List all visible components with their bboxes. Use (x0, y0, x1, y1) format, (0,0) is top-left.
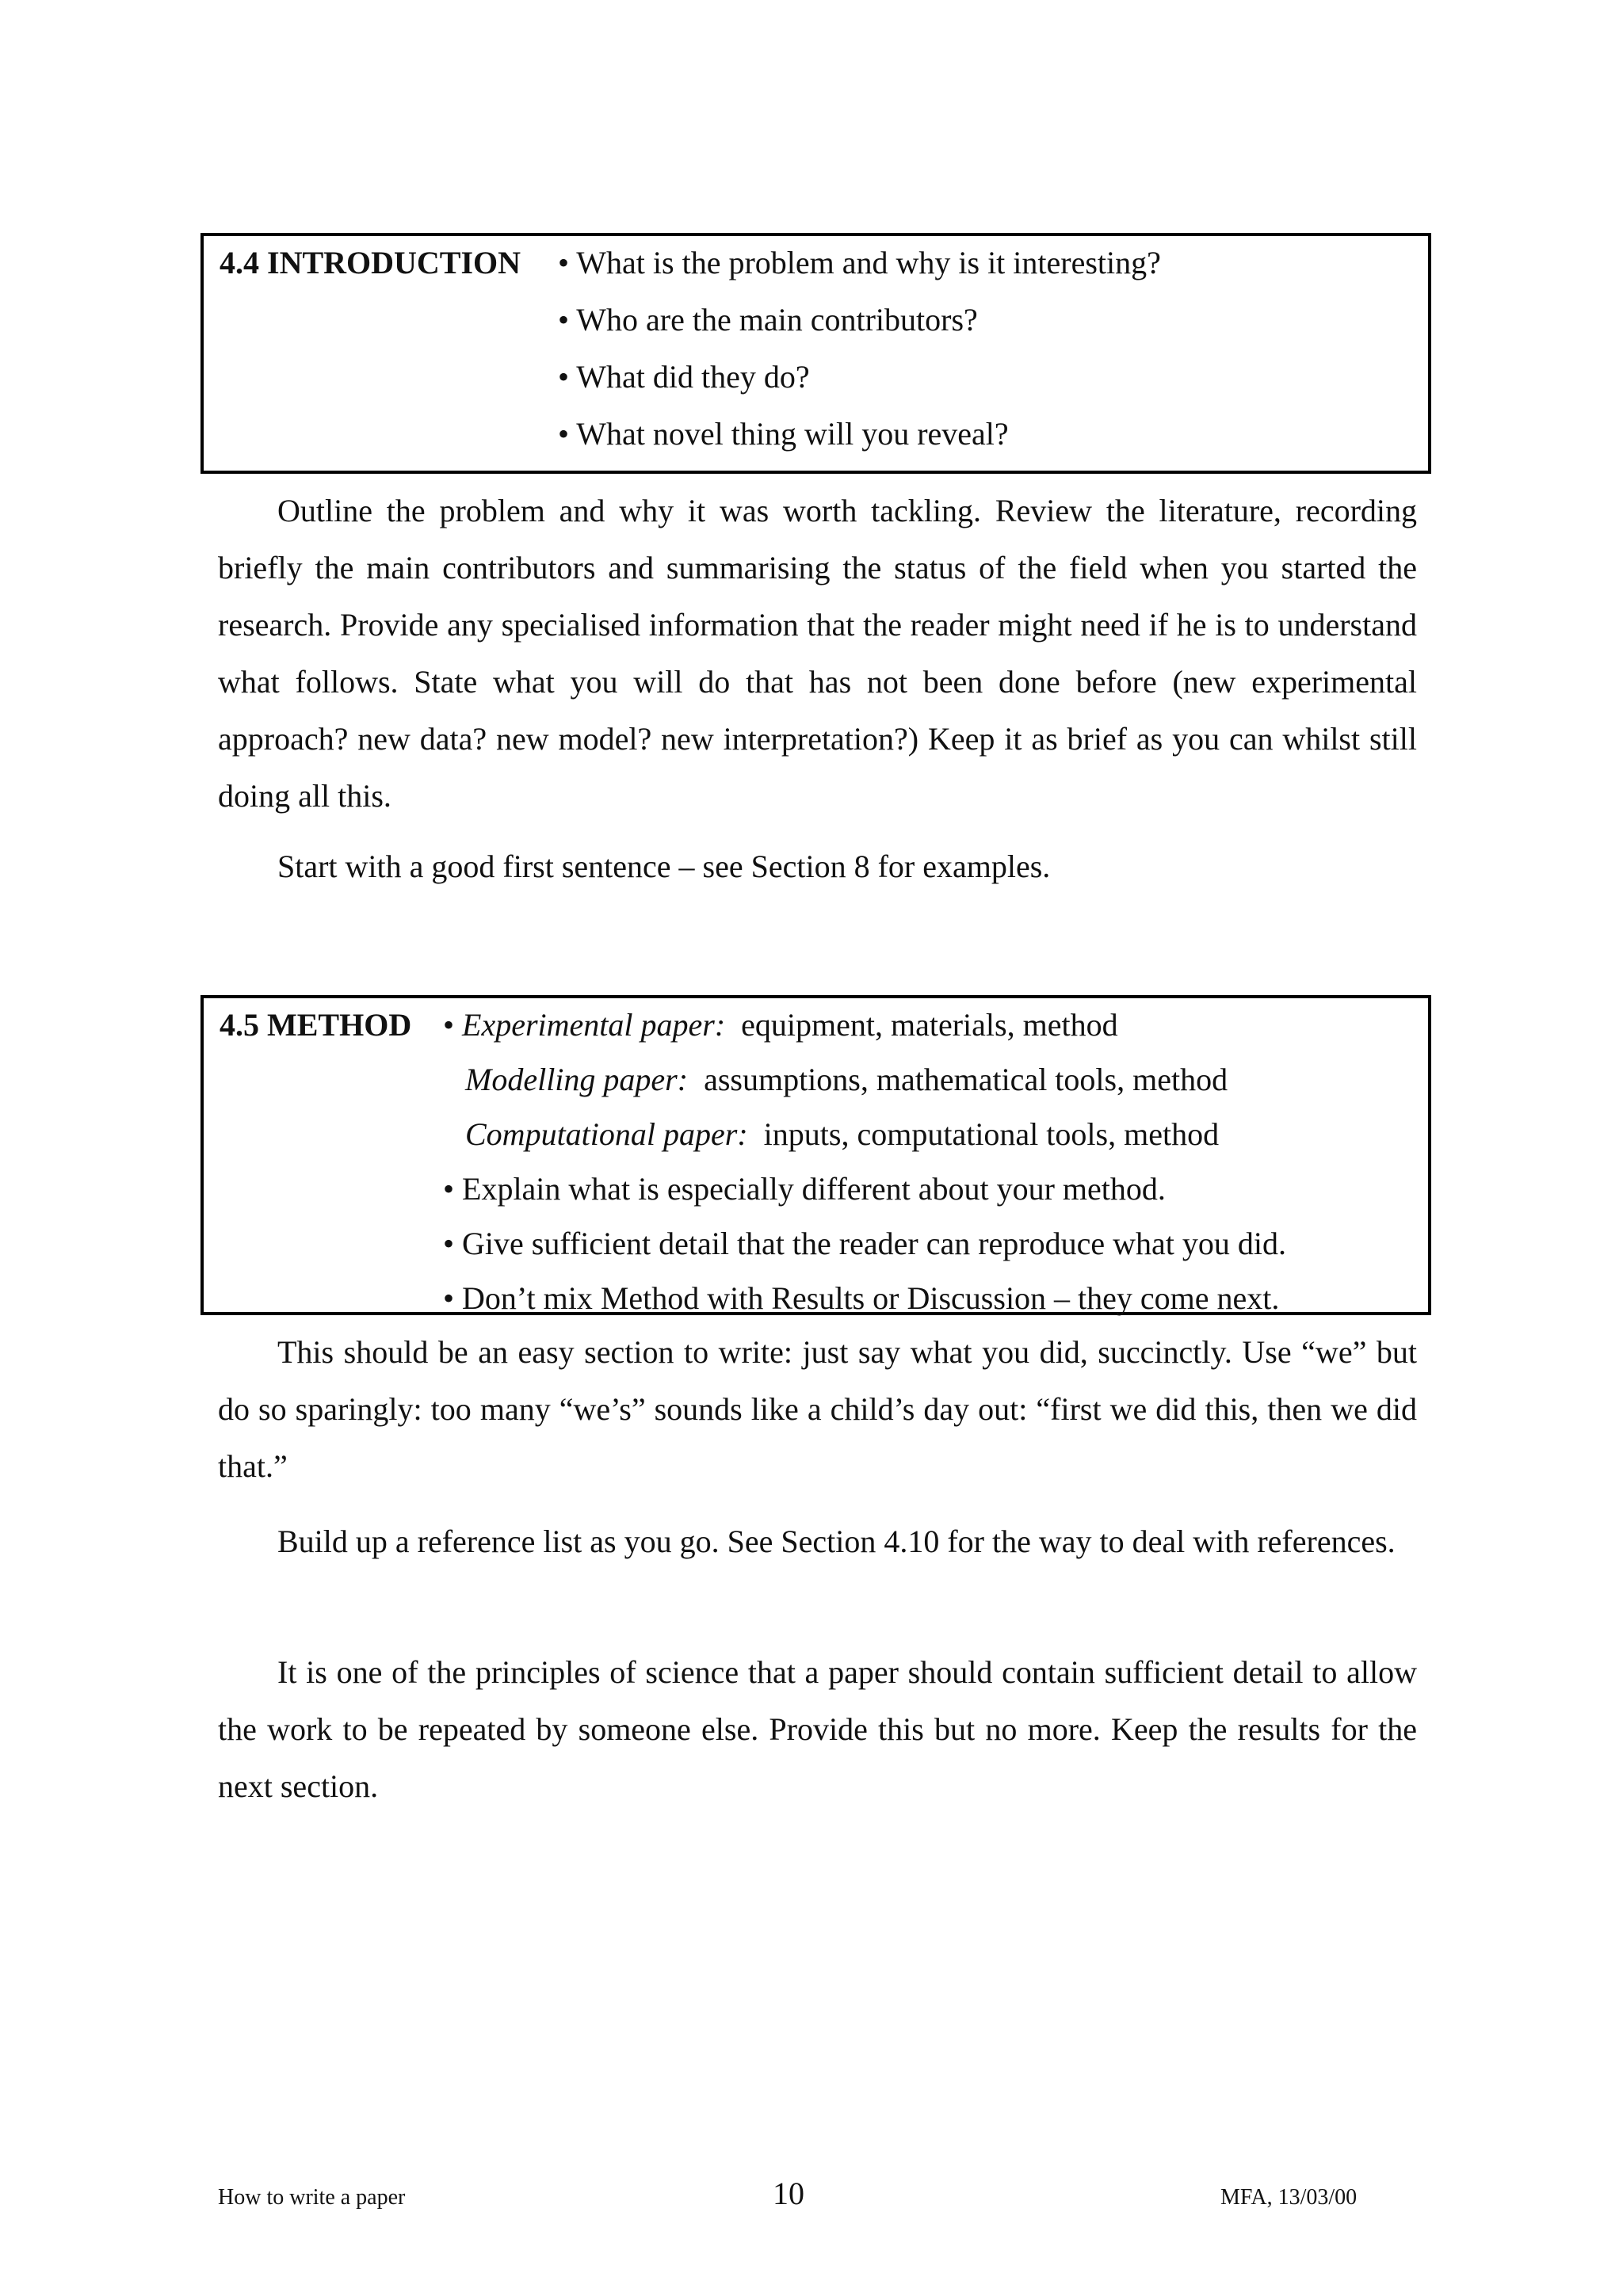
intro-paragraph-2: Start with a good first sentence – see Section 8 for examples. (277, 849, 1051, 884)
intro-paragraph-1: Outline the problem and why it was worth tackling. Review the literature, recording briefly the main contributors and summarising the status of the field when you started the research. Provide any specialised information that the reader might need if he is to understand what follows. State what you will do that has not been done before (new experimental approach? new data? new model? new interpretation?) Keep it as brief as you can whilst still doing all this. (218, 493, 1417, 814)
paper-type-label: Modelling paper: (465, 1062, 689, 1097)
footer-document-title: How to write a paper (218, 2185, 406, 2210)
footer-author-date: MFA, 13/03/00 (1220, 2185, 1358, 2210)
footer-page-number: 10 (773, 2176, 804, 2211)
bullet: • (443, 1007, 463, 1043)
introduction-summary-box (200, 233, 1431, 474)
section-heading-method: 4.5 METHOD (220, 1007, 412, 1043)
paper-type-text: inputs, computational tools, method (747, 1116, 1220, 1152)
method-bullet-1: • Explain what is especially different about your method. (443, 1171, 1166, 1207)
method-paper-type-modelling (465, 1061, 1228, 1099)
method-bullet-2: • Give sufficient detail that the reader can reproduce what you did. (443, 1226, 1286, 1261)
section-heading-introduction: 4.4 INTRODUCTION (220, 245, 521, 280)
method-paper-type-experimental (443, 1006, 1118, 1044)
intro-bullet-1: • What is the problem and why is it interesting? (558, 245, 1161, 280)
intro-bullet-3: • What did they do? (558, 359, 810, 395)
paper-type-label: Experimental paper: (462, 1007, 726, 1043)
method-paragraph-1: This should be an easy section to write: just say what you did, succinctly. Use “we” but do so sparingly: too many “we’s” sounds like a child’s day out: “first we did this, then we did that.” (218, 1334, 1417, 1484)
paper-type-text: equipment, materials, method (725, 1007, 1118, 1043)
method-paragraph-3: It is one of the principles of science that a paper should contain sufficient detail to allow the work to be repeated by someone else. Provide this but no more. Keep the results for the next section. (218, 1654, 1417, 1804)
method-paragraph-2: Build up a reference list as you go. See Section 4.10 for the way to deal with references. (277, 1524, 1396, 1559)
method-paper-type-computational (465, 1116, 1219, 1154)
method-bullet-3: • Don’t mix Method with Results or Discussion – they come next. (443, 1280, 1280, 1316)
paper-type-label: Computational paper: (465, 1116, 748, 1152)
intro-bullet-4: • What novel thing will you reveal? (558, 416, 1009, 452)
paper-type-text: assumptions, mathematical tools, method (688, 1062, 1228, 1097)
method-summary-box (200, 995, 1431, 1315)
intro-bullet-2: • Who are the main contributors? (558, 302, 978, 338)
